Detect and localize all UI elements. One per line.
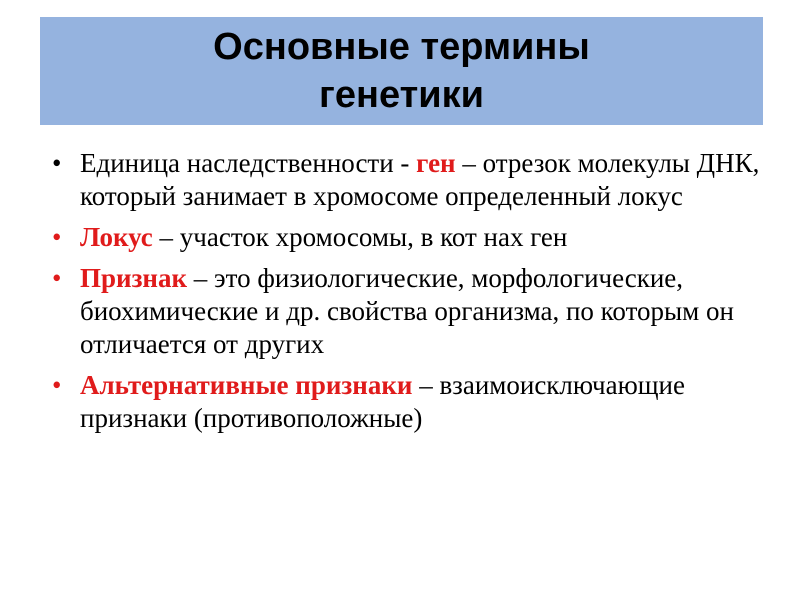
- item-pre-text: Единица наследственности -: [80, 148, 417, 178]
- term-gene: ген: [416, 148, 456, 178]
- term-alternative-traits: Альтернативные признаки: [80, 370, 413, 400]
- bullet-icon: •: [52, 370, 62, 400]
- list-item-trait: [50, 262, 770, 361]
- bullet-icon: •: [52, 263, 62, 293]
- title-line-1: Основные термины: [213, 26, 590, 68]
- item-definition: – отрезок молекулы ДНК, который занимает в хромосоме определенный локус: [80, 148, 760, 211]
- title-line-2: генетики: [319, 74, 484, 116]
- item-definition: – участок хромосомы, в кот нах ген: [152, 222, 568, 252]
- term-locus: Локус: [80, 222, 153, 252]
- slide-title: [40, 17, 763, 119]
- list-item-gene: [50, 147, 770, 213]
- bullet-icon: •: [52, 148, 62, 178]
- list-item-alternative-traits: [50, 369, 770, 435]
- bullet-icon: •: [52, 222, 62, 252]
- item-definition: – это физиологические, морфологические, биохимические и др. свойства организма, по которым он отличается от других: [80, 263, 734, 359]
- list-item-locus: [50, 221, 770, 254]
- term-trait: Признак: [80, 263, 188, 293]
- terms-list: [50, 147, 770, 443]
- item-definition: – взаимоисключающие признаки (противоположные): [80, 370, 685, 433]
